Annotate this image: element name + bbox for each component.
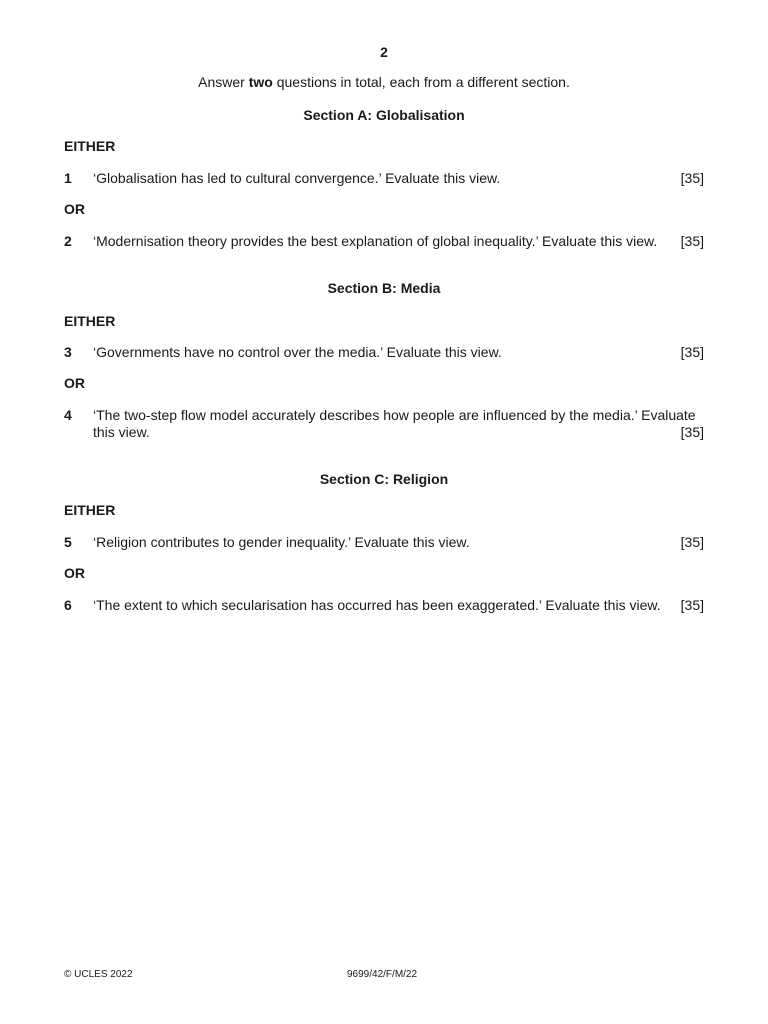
question-number: 2 (64, 233, 72, 249)
instruction-post: questions in total, each from a different section. (272, 74, 570, 90)
question-number: 3 (64, 344, 72, 360)
question-text: ‘Globalisation has led to cultural convergence.’ Evaluate this view. (93, 170, 501, 186)
question-text: ‘Modernisation theory provides the best explanation of global inequality.’ Evaluate this view. (93, 233, 658, 249)
either-label: EITHER (64, 502, 116, 518)
section-c-heading: Section C: Religion (319, 471, 449, 487)
question-marks: [35] (680, 534, 704, 550)
or-label: OR (64, 375, 85, 391)
either-label: EITHER (64, 313, 116, 329)
question-marks: [35] (680, 170, 704, 186)
question-text (93, 407, 704, 440)
instruction-pre: Answer (198, 74, 249, 90)
or-label: OR (64, 201, 85, 217)
question-text: ‘Governments have no control over the media.’ Evaluate this view. (93, 344, 502, 360)
footer-code: 9699/42/F/M/22 (347, 969, 418, 980)
or-label: OR (64, 565, 85, 581)
question-text-line (93, 424, 704, 441)
question-number: 5 (64, 534, 72, 550)
page-number: 2 (380, 44, 388, 60)
question-text-continued: this view. (93, 423, 150, 440)
question-number: 1 (64, 170, 72, 186)
either-label: EITHER (64, 138, 116, 154)
question-number: 6 (64, 597, 72, 613)
question-marks: [35] (680, 233, 704, 249)
question-marks: [35] (680, 344, 704, 360)
question-text-line: ‘The two-step flow model accurately describes how people are influenced by the media.’ Evaluate (93, 407, 696, 423)
footer-copyright: © UCLES 2022 (64, 969, 133, 980)
question-marks: [35] (680, 423, 704, 440)
instruction-bold: two (248, 74, 273, 90)
section-a-heading: Section A: Globalisation (303, 107, 465, 123)
question-text: ‘The extent to which secularisation has occurred has been exaggerated.’ Evaluate this view. (93, 597, 661, 613)
instructions (0, 74, 768, 90)
question-text: ‘Religion contributes to gender inequality.’ Evaluate this view. (93, 534, 470, 550)
question-number: 4 (64, 407, 72, 423)
section-b-heading: Section B: Media (327, 280, 441, 296)
question-marks: [35] (680, 597, 704, 613)
